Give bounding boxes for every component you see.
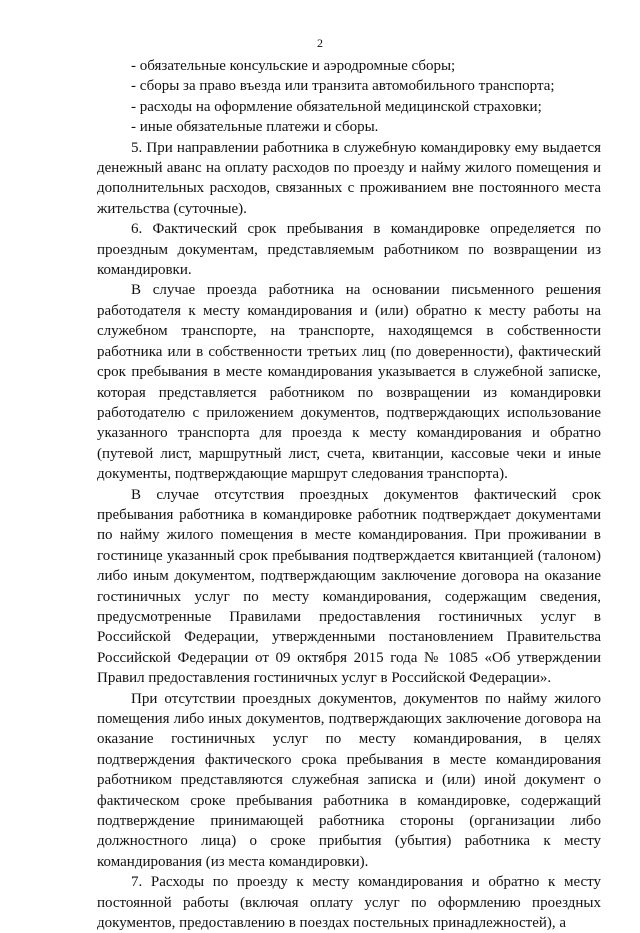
bullet-item: - сборы за право въезда или транзита автомобильного транспорта; xyxy=(131,78,555,95)
bullet-item: - иные обязательные платежи и сборы. xyxy=(131,119,379,136)
paragraph-no-documents: В случае отсутствия проездных документов фактический срок пребывания работника в командировке работник подтверждает документами по найму жилого помещения в месте командирования. При проживании в гостинице указанный срок пребывания подтверждается квитанцией (талоном) либо иным документом, подтверждающим заключение договора на оказание гостиничных услуг по месту командирования, содержащим сведения, предусмотренные Правилами предоставления гостиничных услуг в Российской Федерации, утвержденными постановлением Правительства Российской Федерации от 09 октября 2015 года № 1085 «Об утверждении Правил предоставления гостиничных услуг в Российской Федерации». xyxy=(97,486,601,687)
document-body xyxy=(97,56,601,933)
bullet-item: - расходы на оформление обязательной медицинской страховки; xyxy=(131,98,542,115)
paragraph-transport: В случае проезда работника на основании письменного решения работодателя к месту командирования и (или) обратно к месту работы на служебном транспорте, на транспорте, находящемся в собственности работника или в собственности третьих лиц (по доверенности), фактический срок пребывания в месте командирования указывается в служебной записке, которая представляется работником по возвращении из командировки работодателю с приложением документов, подтверждающих использование указанного транспорта для проезда к месту командирования и обратно (путевой лист, маршрутный лист, счета, квитанции, кассовые чеки и иные документы, подтверждающие маршрут следования транспорта). xyxy=(97,282,601,483)
paragraph-6: 6. Фактический срок пребывания в командировке определяется по проездным документам, представляемым работником по возвращении из командировки. xyxy=(97,221,601,279)
paragraph-service-note: При отсутствии проездных документов, документов по найму жилого помещения либо иных документов, подтверждающих заключение договора на оказание гостиничных услуг по месту командирования, в целях подтверждения фактического срока пребывания в месте командирования работником представляются служебная записка и (или) иной документ о фактическом сроке пребывания работника в командировке, содержащий подтверждение принимающей работника стороны (организации либо должностного лица) о сроке прибытия (убытия) работника к месту командирования (из места командировки). xyxy=(97,690,601,870)
bullet-item: - обязательные консульские и аэродромные сборы; xyxy=(131,58,456,74)
page-number: 2 xyxy=(317,36,323,50)
paragraph-7: 7. Расходы по проезду к месту командирования и обратно к месту постоянной работы (включая оплату услуг по оформлению проездных документов, предоставлению в поездах постельных принадлежностей), а xyxy=(97,874,601,932)
paragraph-5: 5. При направлении работника в служебную командировку ему выдается денежный аванс на оплату расходов по проезду и найму жилого помещения и дополнительных расходов, связанных с проживанием вне постоянного места жительства (суточные). xyxy=(97,139,601,217)
